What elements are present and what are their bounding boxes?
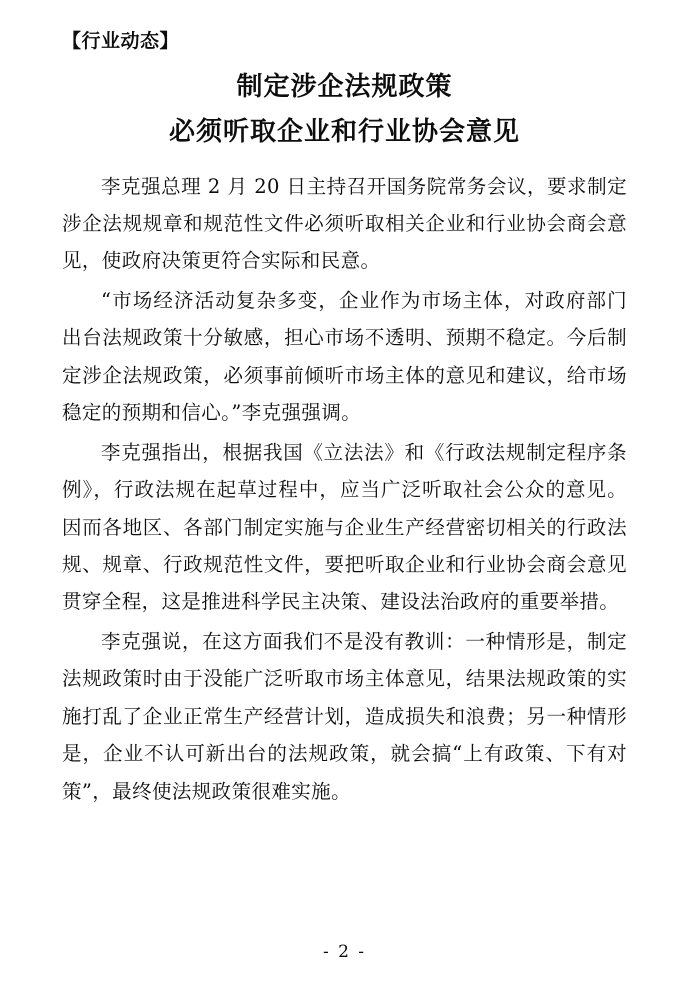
- article-body: [62, 168, 627, 810]
- article-title: [62, 65, 627, 156]
- body-paragraph-3: 李克强指出，根据我国《立法法》和《行政法规制定程序条例》，行政法规在起草过程中，应当广泛听取社会公众的意见。因而各地区、各部门制定实施与企业生产经营密切相关的行政法规、规章、行政规范性文件，要把听取企业和行业协会商会意见贯穿全程，这是推进科学民主决策、建设法治政府的重要举措。: [62, 440, 627, 614]
- body-paragraph-1: 李克强总理 2 月 20 日主持召开国务院常务会议，要求制定涉企法规规章和规范性文件必须听取相关企业和行业协会商会意见，使政府决策更符合实际和民意。: [62, 174, 627, 273]
- body-paragraph-2: “市场经济活动复杂多变，企业作为市场主体，对政府部门出台法规政策十分敏感，担心市场不透明、预期不稳定。今后制定涉企法规政策，必须事前倾听市场主体的意见和建议，给市场稳定的预期和信心。”李克强强调。: [62, 288, 627, 425]
- page-number: - 2 -: [322, 942, 367, 962]
- article-title-line-1: 制定涉企法规政策: [236, 71, 453, 102]
- category-tag: 【行业动态】: [62, 30, 180, 52]
- article-title-line-2: 必须听取企业和行业协会意见: [168, 117, 520, 148]
- body-paragraph-4: 李克强说，在这方面我们不是没有教训：一种情形是，制定法规政策时由于没能广泛听取市场主体意见，结果法规政策的实施打乱了企业正常生产经营计划，造成损失和浪费；另一种情形是，企业不认可新出台的法规政策，就会搞“上有政策、下有对策”，最终使法规政策很难实施。: [62, 629, 627, 803]
